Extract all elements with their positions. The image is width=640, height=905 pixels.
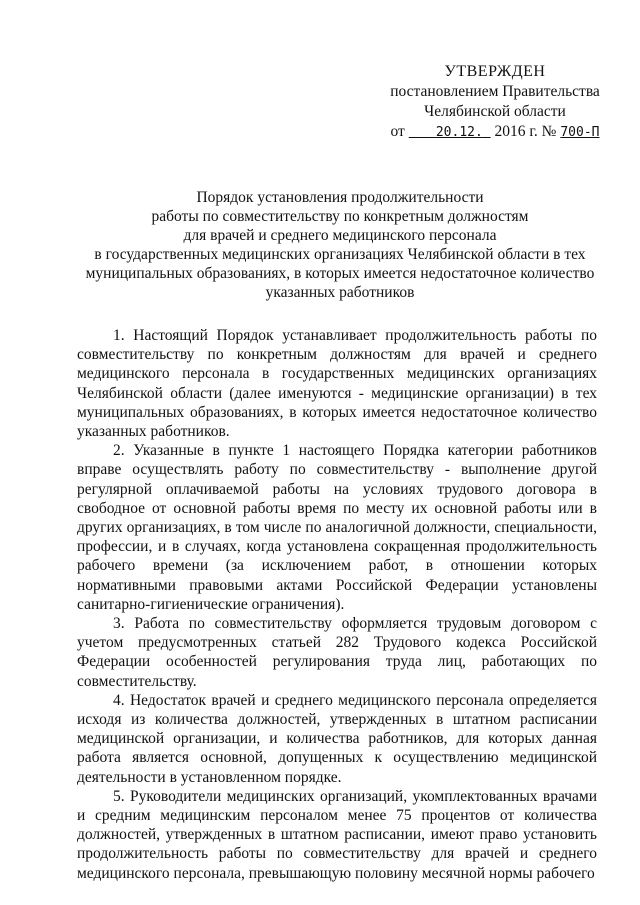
approval-line-2: Челябинской области [424, 103, 566, 120]
date-underline-blank [409, 123, 491, 140]
from-label: от [390, 123, 405, 140]
paragraph-5: 5. Руководители медицинских организаций, укомплектованных врачами и средним медицинским персоналом менее 75 процентов от количества должностей, утвержденных в штатном расписании, имеют право установить продолжительность работы по совместительству для врачей и среднего медицинского персонала, превышающую половину месячной нормы рабочего [77, 787, 597, 882]
approval-year: 2016 г. [494, 123, 538, 140]
approval-number: 700-П [560, 125, 600, 140]
document-body [77, 326, 597, 883]
approval-line-1: постановлением Правительства [390, 83, 600, 100]
title-line: для врачей и среднего медицинского персонала [183, 227, 497, 244]
number-label: № [541, 123, 557, 140]
paragraph-3: 3. Работа по совместительству оформляется трудовым договором с учетом предусмотренных статьей 282 Трудового кодекса Российской Федерации особенностей регулирования труда лиц, работающих по совместительству. [77, 615, 597, 690]
title-line: муниципальных образованиях, в которых имеется недостаточное количество [85, 265, 595, 282]
title-line: в государственных медицинских организациях Челябинской области в тех [94, 246, 586, 263]
title-line: Порядок установления продолжительности [196, 189, 484, 206]
paragraph-2: 2. Указанные в пункте 1 настоящего Порядка категории работников вправе осуществлять работу по совместительству - выполнение другой регулярной оплачиваемой работы на условиях трудового договора в свободное от основной работы время по месту их основной работы или в других организациях, в том числе по аналогичной должности, специальности, профессии, и в случаях, когда установлена сокращенная продолжительность рабочего времени (за исключением работ, в отношении которых нормативными правовыми актами Российской Федерации установлены санитарно-гигиенические ограничения). [77, 442, 597, 613]
title-line: работы по совместительству по конкретным должностям [151, 208, 529, 225]
paragraph-4: 4. Недостаток врачей и среднего медицинского персонала определяется исходя из количества должностей, утвержденных в штатном расписании медицинской организации, и количества работников, для которых данная работа является основной, допущенных к осуществлению медицинской деятельности в установленном порядке. [77, 691, 597, 786]
title-line: указанных работников [265, 284, 415, 301]
approval-date: 20.12. [435, 125, 483, 140]
approval-date-line [375, 122, 615, 143]
document-title [70, 188, 610, 302]
approval-stamp-block [375, 62, 615, 143]
paragraph-1: 1. Настоящий Порядок устанавливает продолжительность работы по совместительству по конкретным должностям для врачей и среднего медицинского персонала в государственных медицинских организациях Челябинской области (далее именуются - медицинские организации) в тех муниципальных образованиях, в которых имеется недостаточное количество указанных работников. [77, 327, 597, 441]
approval-title: УТВЕРЖДЕН [444, 63, 546, 80]
